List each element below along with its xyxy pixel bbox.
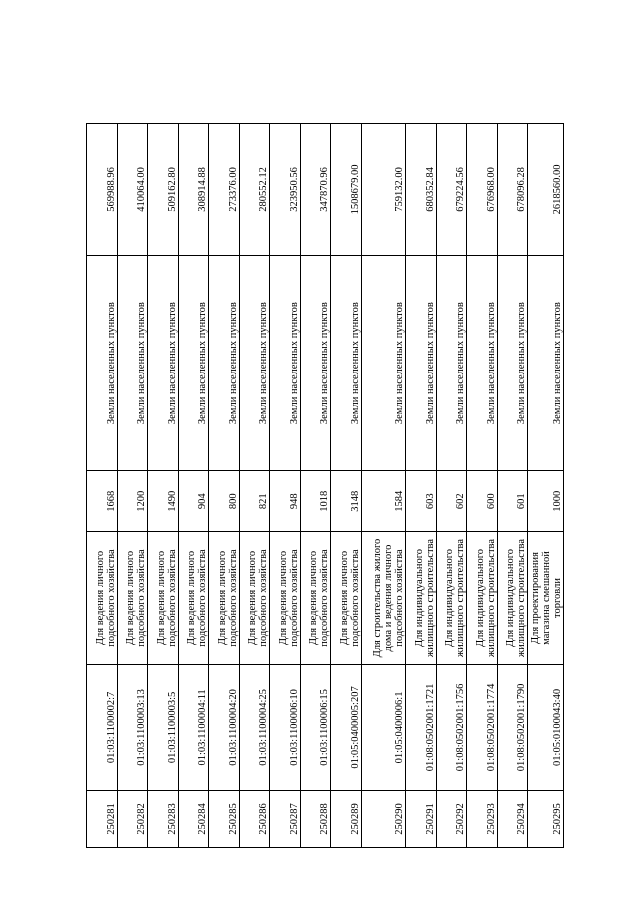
cell-cadastral-number: 01:05:0100043:40 <box>528 664 564 790</box>
table-row <box>270 124 301 848</box>
land-plots-table <box>86 123 564 848</box>
cell-area: 1000 <box>528 471 564 532</box>
cell-area: 1584 <box>361 471 405 532</box>
cell-number: 250282 <box>117 790 148 847</box>
cell-cadastral-number: 01:03:1100003:5 <box>148 664 179 790</box>
cell-land-category: Земли населенных пунктов <box>361 255 405 471</box>
cell-permitted-use: Для ведения личного подсобного хозяйства <box>300 532 331 665</box>
cell-cadastral-value: 2618560.00 <box>528 124 564 256</box>
cell-number: 250293 <box>467 790 498 847</box>
cell-area: 1018 <box>300 471 331 532</box>
cell-number: 250294 <box>497 790 528 847</box>
cell-cadastral-value: 759132.00 <box>361 124 405 256</box>
cell-number: 250286 <box>239 790 270 847</box>
cell-land-category: Земли населенных пунктов <box>331 255 362 471</box>
cell-area: 602 <box>436 471 467 532</box>
cell-land-category: Земли населенных пунктов <box>467 255 498 471</box>
cell-cadastral-value: 323950.56 <box>270 124 301 256</box>
cell-area: 821 <box>239 471 270 532</box>
cell-number: 250287 <box>270 790 301 847</box>
cell-area: 1668 <box>87 471 118 532</box>
cell-land-category: Земли населенных пунктов <box>270 255 301 471</box>
cell-permitted-use: Для строительства жилого дома и ведения личного подсобного хозяйства <box>361 532 405 665</box>
table-container <box>86 123 564 848</box>
cell-number: 250295 <box>528 790 564 847</box>
cell-permitted-use: Для ведения личного подсобного хозяйства <box>87 532 118 665</box>
cell-cadastral-number: 01:05:0400005:207 <box>331 664 362 790</box>
cell-permitted-use: Для ведения личного подсобного хозяйства <box>270 532 301 665</box>
cell-number: 250289 <box>331 790 362 847</box>
table-row <box>331 124 362 848</box>
cell-area: 904 <box>178 471 209 532</box>
cell-cadastral-number: 01:03:1100002:7 <box>87 664 118 790</box>
cell-area: 603 <box>406 471 437 532</box>
cell-cadastral-number: 01:08:0502001:1756 <box>436 664 467 790</box>
cell-cadastral-number: 01:03:1100003:13 <box>117 664 148 790</box>
cell-number: 250292 <box>436 790 467 847</box>
cell-land-category: Земли населенных пунктов <box>497 255 528 471</box>
cell-land-category: Земли населенных пунктов <box>178 255 209 471</box>
cell-number: 250281 <box>87 790 118 847</box>
cell-number: 250285 <box>209 790 240 847</box>
cell-permitted-use: Для проектирования магазина смешанной торговли <box>528 532 564 665</box>
cell-number: 250290 <box>361 790 405 847</box>
cell-land-category: Земли населенных пунктов <box>117 255 148 471</box>
cell-cadastral-number: 01:03:1100004:20 <box>209 664 240 790</box>
table-row <box>436 124 467 848</box>
cell-permitted-use: Для ведения личного подсобного хозяйства <box>178 532 209 665</box>
rotated-page <box>86 123 564 848</box>
cell-cadastral-number: 01:08:0502001:1774 <box>467 664 498 790</box>
cell-land-category: Земли населенных пунктов <box>300 255 331 471</box>
table-row <box>300 124 331 848</box>
cell-land-category: Земли населенных пунктов <box>406 255 437 471</box>
cell-area: 600 <box>467 471 498 532</box>
cell-cadastral-value: 308914.88 <box>178 124 209 256</box>
table-row <box>148 124 179 848</box>
cell-permitted-use: Для индивидуального жилищного строительства <box>497 532 528 665</box>
table-row <box>528 124 564 848</box>
table-row <box>406 124 437 848</box>
cell-cadastral-value: 676968.00 <box>467 124 498 256</box>
cell-cadastral-number: 01:03:1100004:11 <box>178 664 209 790</box>
cell-cadastral-number: 01:08:0502001:1721 <box>406 664 437 790</box>
table-row <box>178 124 209 848</box>
cell-cadastral-value: 280552.12 <box>239 124 270 256</box>
cell-cadastral-value: 410064.00 <box>117 124 148 256</box>
cell-area: 601 <box>497 471 528 532</box>
table-row <box>361 124 405 848</box>
cell-number: 250283 <box>148 790 179 847</box>
table-row <box>117 124 148 848</box>
cell-land-category: Земли населенных пунктов <box>436 255 467 471</box>
cell-permitted-use: Для ведения личного подсобного хозяйства <box>239 532 270 665</box>
cell-land-category: Земли населенных пунктов <box>528 255 564 471</box>
cell-number: 250291 <box>406 790 437 847</box>
cell-cadastral-number: 01:08:0502001:1790 <box>497 664 528 790</box>
cell-area: 800 <box>209 471 240 532</box>
cell-land-category: Земли населенных пунктов <box>148 255 179 471</box>
cell-permitted-use: Для индивидуального жилищного строительства <box>467 532 498 665</box>
cell-permitted-use: Для ведения личного подсобного хозяйства <box>209 532 240 665</box>
table-row <box>209 124 240 848</box>
cell-cadastral-value: 569988.96 <box>87 124 118 256</box>
cell-area: 3148 <box>331 471 362 532</box>
cell-cadastral-number: 01:03:1100006:15 <box>300 664 331 790</box>
table-row <box>87 124 118 848</box>
cell-cadastral-value: 273376.00 <box>209 124 240 256</box>
cell-cadastral-number: 01:03:1100004:25 <box>239 664 270 790</box>
cell-permitted-use: Для ведения личного подсобного хозяйства <box>117 532 148 665</box>
table-row <box>467 124 498 848</box>
cell-area: 1490 <box>148 471 179 532</box>
table-row <box>239 124 270 848</box>
cell-permitted-use: Для ведения личного подсобного хозяйства <box>148 532 179 665</box>
cell-cadastral-value: 679224.56 <box>436 124 467 256</box>
cell-permitted-use: Для ведения личного подсобного хозяйства <box>331 532 362 665</box>
cell-cadastral-value: 680352.84 <box>406 124 437 256</box>
cell-land-category: Земли населенных пунктов <box>239 255 270 471</box>
cell-area: 948 <box>270 471 301 532</box>
cell-cadastral-number: 01:05:0400006:1 <box>361 664 405 790</box>
cell-permitted-use: Для индивидуального жилищного строительства <box>406 532 437 665</box>
cell-cadastral-value: 347870.96 <box>300 124 331 256</box>
cell-number: 250284 <box>178 790 209 847</box>
cell-area: 1200 <box>117 471 148 532</box>
cell-land-category: Земли населенных пунктов <box>209 255 240 471</box>
cell-cadastral-value: 678096.28 <box>497 124 528 256</box>
cell-permitted-use: Для индивидуального жилищного строительства <box>436 532 467 665</box>
table-row <box>497 124 528 848</box>
cell-number: 250288 <box>300 790 331 847</box>
table-body <box>87 124 564 848</box>
cell-cadastral-value: 509162.80 <box>148 124 179 256</box>
cell-cadastral-number: 01:03:1100006:10 <box>270 664 301 790</box>
cell-land-category: Земли населенных пунктов <box>87 255 118 471</box>
cell-cadastral-value: 1508679.00 <box>331 124 362 256</box>
